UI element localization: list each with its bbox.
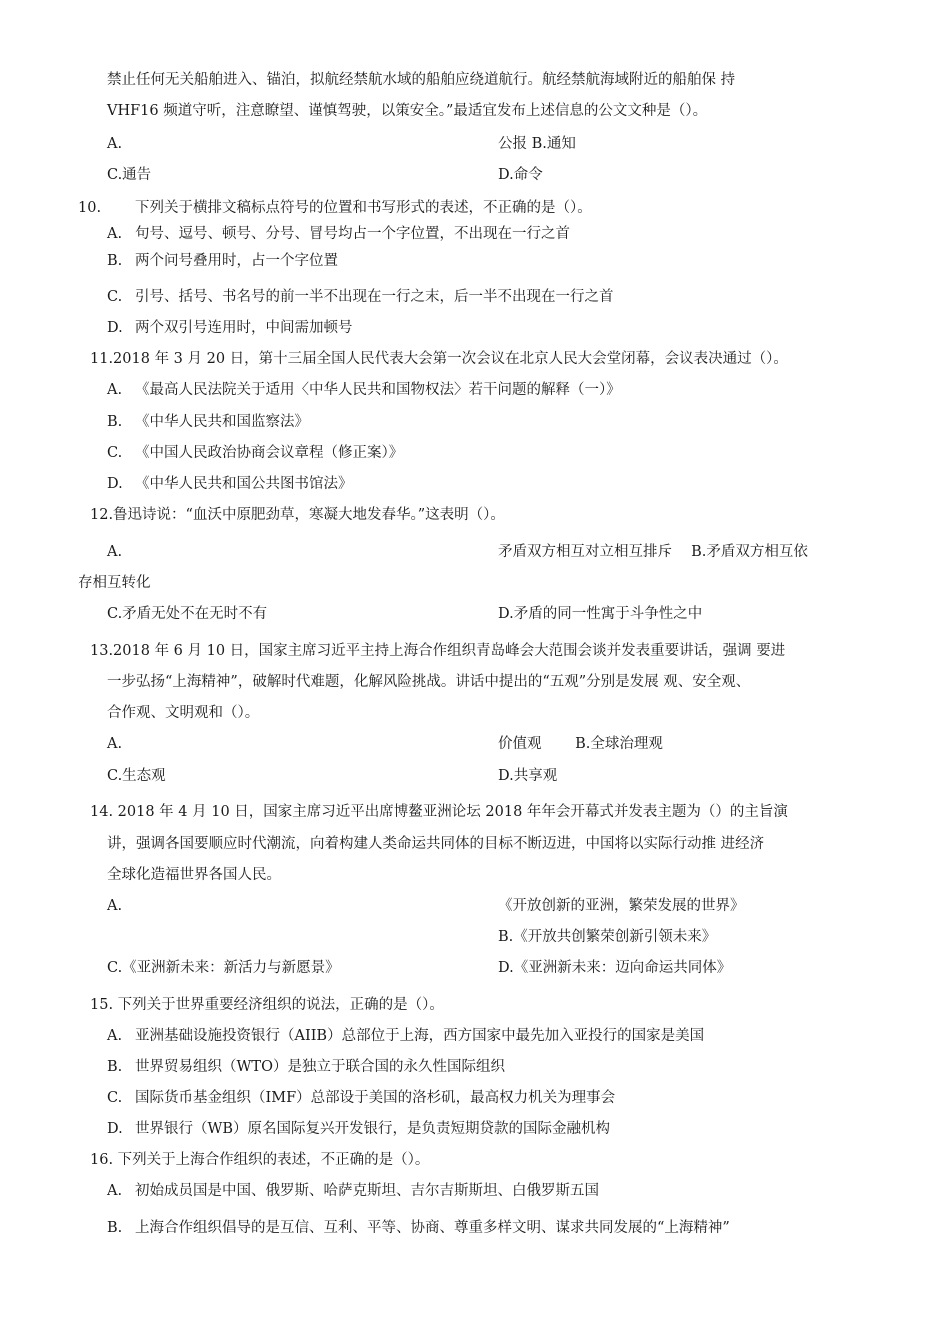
q15-option-a: 亚洲基础设施投资银行（AIIB）总部位于上海，西方国家中最先加入亚投行的国家是美国 bbox=[135, 1028, 705, 1044]
q11-option-b-label: B. bbox=[107, 414, 123, 430]
q11-stem: 11.2018 年 3 月 20 日，第十三届全国人民代表大会第一次会议在北京人民大会堂闭幕，会议表决通过（）。 bbox=[90, 351, 788, 367]
q11-option-c: 《中国人民政治协商会议章程（修正案）》 bbox=[135, 445, 404, 461]
q10-option-c-label: C. bbox=[107, 289, 123, 305]
q13-option-a-label: A. bbox=[107, 736, 123, 752]
q15-option-d: 世界银行（WB）原名国际复兴开发银行，是负责短期贷款的国际金融机构 bbox=[135, 1121, 611, 1137]
q15-option-c-label: C. bbox=[107, 1090, 123, 1106]
q12-option-c: C.矛盾无处不在无时不有 bbox=[107, 606, 268, 622]
q16-option-b-label: B. bbox=[107, 1220, 123, 1236]
q11-option-b: 《中华人民共和国监察法》 bbox=[135, 414, 309, 430]
q16-option-b: 上海合作组织倡导的是互信、互利、平等、协商、尊重多样文明、谋求共同发展的“上海精神” bbox=[135, 1220, 730, 1236]
q11-option-d-label: D. bbox=[107, 476, 123, 492]
q12-stem: 12.鲁迅诗说：“血沃中原肥劲草，寒凝大地发春华。”这表明（）。 bbox=[90, 507, 505, 523]
q16-option-a: 初始成员国是中国、俄罗斯、哈萨克斯坦、吉尔吉斯斯坦、白俄罗斯五国 bbox=[135, 1183, 599, 1199]
q11-option-c-label: C. bbox=[107, 445, 123, 461]
q14-stem-line-3: 全球化造福世界各国人民。 bbox=[107, 867, 281, 883]
q9-option-a-b: 公报 B.通知 bbox=[498, 136, 576, 152]
q11-option-a-label: A. bbox=[107, 382, 123, 398]
q14-option-d: D.《亚洲新未来：迈向命运共同体》 bbox=[498, 960, 732, 976]
q10-option-c: 引号、括号、书名号的前一半不出现在一行之末，后一半不出现在一行之首 bbox=[135, 289, 614, 305]
q16-stem: 16. 下列关于上海合作组织的表述，不正确的是（）。 bbox=[90, 1152, 430, 1168]
q13-stem-line-3: 合作观、文明观和（）。 bbox=[107, 705, 260, 721]
q9-option-c: C.通告 bbox=[107, 167, 152, 183]
q14-stem-line-1: 14. 2018 年 4 月 10 日，国家主席习近平出席博鳌亚洲论坛 2018 年年会开幕式并发表主题为（）的主旨演 bbox=[90, 804, 788, 820]
q13-stem-line-2: 一步弘扬“上海精神”，破解时代难题，化解风险挑战。讲话中提出的“五观”分别是发展 观、安全观、 bbox=[107, 674, 751, 690]
q9-stem-line-1: 禁止任何无关船舶进入、锚泊，拟航经禁航水域的船舶应绕道航行。航经禁航海域附近的船舶保 持 bbox=[107, 72, 736, 88]
q15-option-d-label: D. bbox=[107, 1121, 123, 1137]
q14-option-a-label: A. bbox=[107, 898, 123, 914]
q14-option-b: B.《开放共创繁荣创新引领未来》 bbox=[498, 929, 717, 945]
q12-option-a-b: 矛盾双方相互对立相互排斥 B.矛盾双方相互依 bbox=[498, 544, 808, 560]
q10-number: 10. bbox=[78, 200, 102, 216]
q14-stem-line-2: 讲，强调各国要顺应时代潮流，向着构建人类命运共同体的目标不断迈进，中国将以实际行动推 进经济 bbox=[107, 836, 765, 852]
q13-option-c: C.生态观 bbox=[107, 768, 166, 784]
q13-option-d: D.共享观 bbox=[498, 768, 558, 784]
q12-option-d: D.矛盾的同一性寓于斗争性之中 bbox=[498, 606, 703, 622]
q12-option-b-cont: 存相互转化 bbox=[78, 575, 151, 591]
q9-option-d: D.命令 bbox=[498, 167, 543, 183]
q10-option-b: 两个问号叠用时，占一个字位置 bbox=[135, 253, 338, 269]
q10-option-a-label: A. bbox=[107, 226, 123, 242]
q10-option-d-label: D. bbox=[107, 320, 123, 336]
q15-option-c: 国际货币基金组织（IMF）总部设于美国的洛杉矶，最高权力机关为理事会 bbox=[135, 1090, 616, 1106]
q11-option-a: 《最高人民法院关于适用〈中华人民共和国物权法〉若干问题的解释（一）》 bbox=[135, 382, 621, 398]
q15-option-a-label: A. bbox=[107, 1028, 123, 1044]
q15-option-b-label: B. bbox=[107, 1059, 123, 1075]
q13-stem-line-1: 13.2018 年 6 月 10 日，国家主席习近平主持上海合作组织青岛峰会大范围会谈并发表重要讲话，强调 要进 bbox=[90, 643, 786, 659]
q10-option-a: 句号、逗号、顿号、分号、冒号均占一个字位置，不出现在一行之首 bbox=[135, 226, 570, 242]
q12-option-a-label: A. bbox=[107, 544, 123, 560]
q10-option-b-label: B. bbox=[107, 253, 123, 269]
q13-option-a-b: 价值观 B.全球治理观 bbox=[498, 736, 663, 752]
q9-option-a-label: A. bbox=[107, 136, 123, 152]
q10-option-d: 两个双引号连用时，中间需加顿号 bbox=[135, 320, 353, 336]
q16-option-a-label: A. bbox=[107, 1183, 123, 1199]
q14-option-a: 《开放创新的亚洲，繁荣发展的世界》 bbox=[498, 898, 745, 914]
q9-stem-line-2: VHF16 频道守听，注意瞭望、谨慎驾驶，以策安全。”最适宜发布上述信息的公文文种是（）。 bbox=[107, 103, 708, 119]
q14-option-c: C.《亚洲新未来：新活力与新愿景》 bbox=[107, 960, 340, 976]
q10-stem: 下列关于横排文稿标点符号的位置和书写形式的表述，不正确的是（）。 bbox=[135, 200, 592, 216]
q15-option-b: 世界贸易组织（WTO）是独立于联合国的永久性国际组织 bbox=[135, 1059, 505, 1075]
q15-stem: 15. 下列关于世界重要经济组织的说法，正确的是（）。 bbox=[90, 997, 444, 1013]
q11-option-d: 《中华人民共和国公共图书馆法》 bbox=[135, 476, 353, 492]
